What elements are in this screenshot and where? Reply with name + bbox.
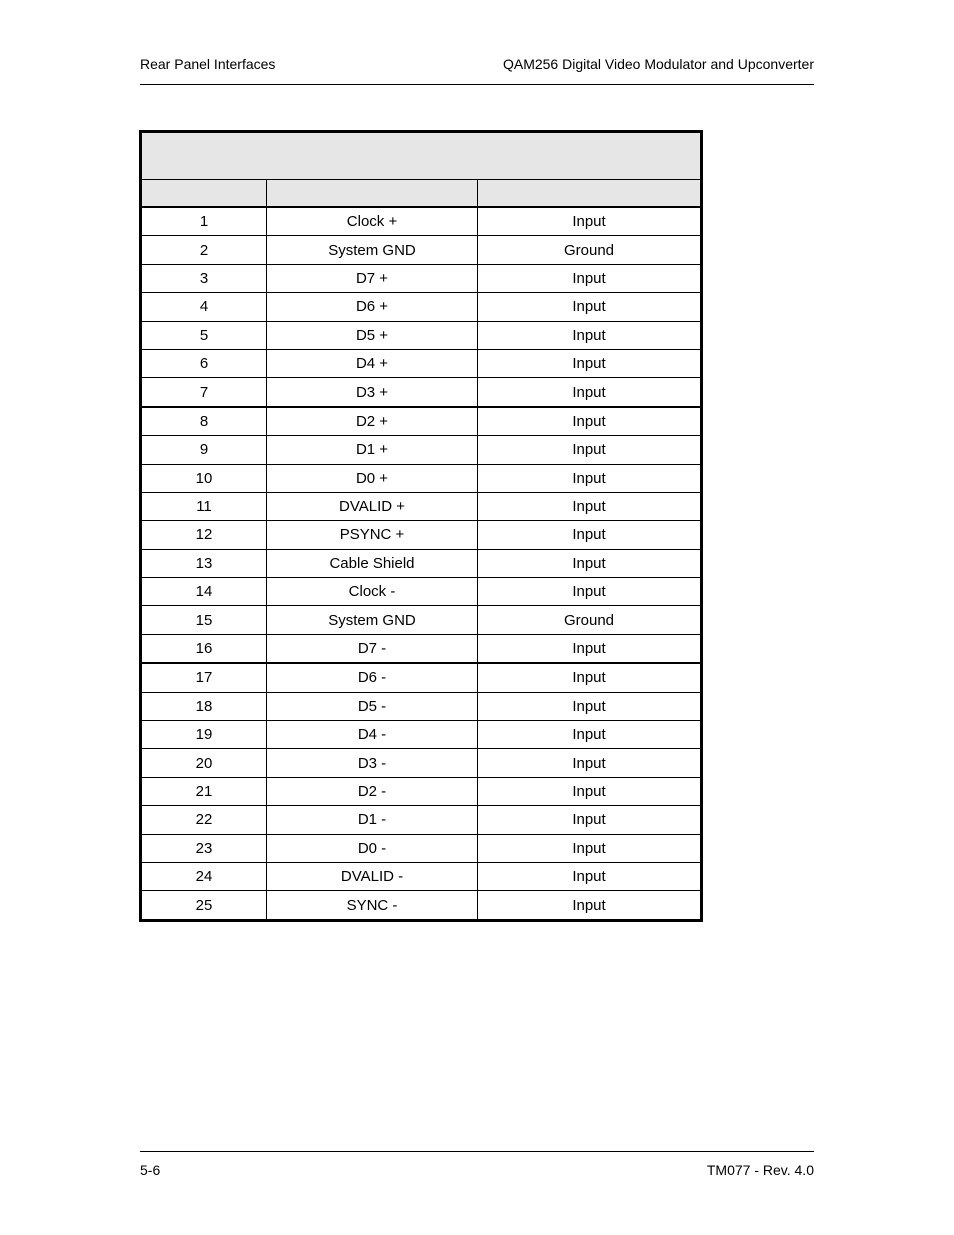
- signal-name-cell: SYNC -: [267, 891, 478, 920]
- table-row: [141, 834, 702, 862]
- table-row: [141, 407, 702, 436]
- signal-name-cell: D6 -: [267, 663, 478, 692]
- pin-number-cell: 10: [141, 464, 267, 492]
- pin-number-cell: 2: [141, 236, 267, 264]
- table-row: [141, 464, 702, 492]
- signal-name-cell: DVALID +: [267, 492, 478, 520]
- signal-name-cell: D4 -: [267, 721, 478, 749]
- signal-name-cell: D2 +: [267, 407, 478, 436]
- column-header-pin: [141, 180, 267, 208]
- signal-name-cell: D6 +: [267, 293, 478, 321]
- signal-type-cell: Input: [478, 777, 702, 805]
- signal-name-cell: D0 -: [267, 834, 478, 862]
- pin-number-cell: 20: [141, 749, 267, 777]
- pin-number-cell: 13: [141, 549, 267, 577]
- table-row: [141, 293, 702, 321]
- signal-name-cell: D3 +: [267, 378, 478, 407]
- pin-number-cell: 1: [141, 207, 267, 236]
- table-row: [141, 264, 702, 292]
- signal-type-cell: Input: [478, 207, 702, 236]
- pin-number-cell: 18: [141, 692, 267, 720]
- signal-name-cell: D1 +: [267, 436, 478, 464]
- table-row: [141, 549, 702, 577]
- signal-type-cell: Input: [478, 549, 702, 577]
- table-row: [141, 236, 702, 264]
- table-row: [141, 663, 702, 692]
- table-title: [141, 132, 702, 180]
- signal-type-cell: Input: [478, 578, 702, 606]
- table-row: [141, 606, 702, 634]
- column-header-type: [478, 180, 702, 208]
- signal-name-cell: PSYNC +: [267, 521, 478, 549]
- header-document-title: QAM256 Digital Video Modulator and Upconverter: [502, 56, 814, 72]
- signal-name-cell: D1 -: [267, 806, 478, 834]
- page-number: 5-6: [140, 1162, 161, 1178]
- table-row: [141, 378, 702, 407]
- pin-number-cell: 12: [141, 521, 267, 549]
- table-row: [141, 721, 702, 749]
- table-row: [141, 891, 702, 920]
- pin-number-cell: 4: [141, 293, 267, 321]
- pin-number-cell: 19: [141, 721, 267, 749]
- signal-type-cell: Ground: [478, 606, 702, 634]
- header-section-title: Rear Panel Interfaces: [140, 56, 276, 72]
- signal-type-cell: Input: [478, 293, 702, 321]
- document-revision: TM077 - Rev. 4.0: [706, 1162, 814, 1178]
- signal-name-cell: D5 -: [267, 692, 478, 720]
- signal-name-cell: Clock -: [267, 578, 478, 606]
- signal-type-cell: Input: [478, 464, 702, 492]
- column-header-signal: [267, 180, 478, 208]
- signal-name-cell: System GND: [267, 236, 478, 264]
- signal-name-cell: D3 -: [267, 749, 478, 777]
- pin-number-cell: 24: [141, 862, 267, 890]
- signal-type-cell: Input: [478, 749, 702, 777]
- signal-type-cell: Input: [478, 407, 702, 436]
- table-row: [141, 521, 702, 549]
- signal-name-cell: System GND: [267, 606, 478, 634]
- pin-number-cell: 15: [141, 606, 267, 634]
- pin-number-cell: 16: [141, 634, 267, 663]
- signal-type-cell: Input: [478, 806, 702, 834]
- signal-type-cell: Ground: [478, 236, 702, 264]
- signal-name-cell: D0 +: [267, 464, 478, 492]
- table-row: [141, 436, 702, 464]
- pin-number-cell: 5: [141, 321, 267, 349]
- pin-number-cell: 14: [141, 578, 267, 606]
- signal-type-cell: Input: [478, 378, 702, 407]
- pin-number-cell: 17: [141, 663, 267, 692]
- pin-assignment-table: [139, 130, 703, 922]
- signal-type-cell: Input: [478, 721, 702, 749]
- pin-number-cell: 23: [141, 834, 267, 862]
- signal-type-cell: Input: [478, 264, 702, 292]
- signal-type-cell: Input: [478, 349, 702, 377]
- table-row: [141, 207, 702, 236]
- table-row: [141, 692, 702, 720]
- signal-type-cell: Input: [478, 862, 702, 890]
- signal-type-cell: Input: [478, 321, 702, 349]
- pin-number-cell: 21: [141, 777, 267, 805]
- table-row: [141, 321, 702, 349]
- signal-name-cell: D7 -: [267, 634, 478, 663]
- signal-name-cell: D5 +: [267, 321, 478, 349]
- header-rule: [140, 84, 814, 85]
- table-row: [141, 634, 702, 663]
- table-row: [141, 349, 702, 377]
- signal-type-cell: Input: [478, 634, 702, 663]
- table-row: [141, 749, 702, 777]
- signal-type-cell: Input: [478, 521, 702, 549]
- signal-name-cell: Clock +: [267, 207, 478, 236]
- signal-name-cell: D2 -: [267, 777, 478, 805]
- pin-number-cell: 8: [141, 407, 267, 436]
- pin-number-cell: 7: [141, 378, 267, 407]
- signal-type-cell: Input: [478, 663, 702, 692]
- signal-type-cell: Input: [478, 891, 702, 920]
- pin-number-cell: 22: [141, 806, 267, 834]
- signal-type-cell: Input: [478, 436, 702, 464]
- table-row: [141, 777, 702, 805]
- pin-number-cell: 9: [141, 436, 267, 464]
- signal-name-cell: DVALID -: [267, 862, 478, 890]
- pin-number-cell: 3: [141, 264, 267, 292]
- pin-number-cell: 6: [141, 349, 267, 377]
- table-row: [141, 862, 702, 890]
- signal-type-cell: Input: [478, 692, 702, 720]
- signal-type-cell: Input: [478, 834, 702, 862]
- table-row: [141, 492, 702, 520]
- signal-name-cell: D4 +: [267, 349, 478, 377]
- table-row: [141, 578, 702, 606]
- footer-rule: [140, 1151, 814, 1152]
- pin-number-cell: 11: [141, 492, 267, 520]
- table-row: [141, 806, 702, 834]
- signal-name-cell: Cable Shield: [267, 549, 478, 577]
- pin-number-cell: 25: [141, 891, 267, 920]
- table-body: [141, 207, 702, 920]
- signal-type-cell: Input: [478, 492, 702, 520]
- signal-name-cell: D7 +: [267, 264, 478, 292]
